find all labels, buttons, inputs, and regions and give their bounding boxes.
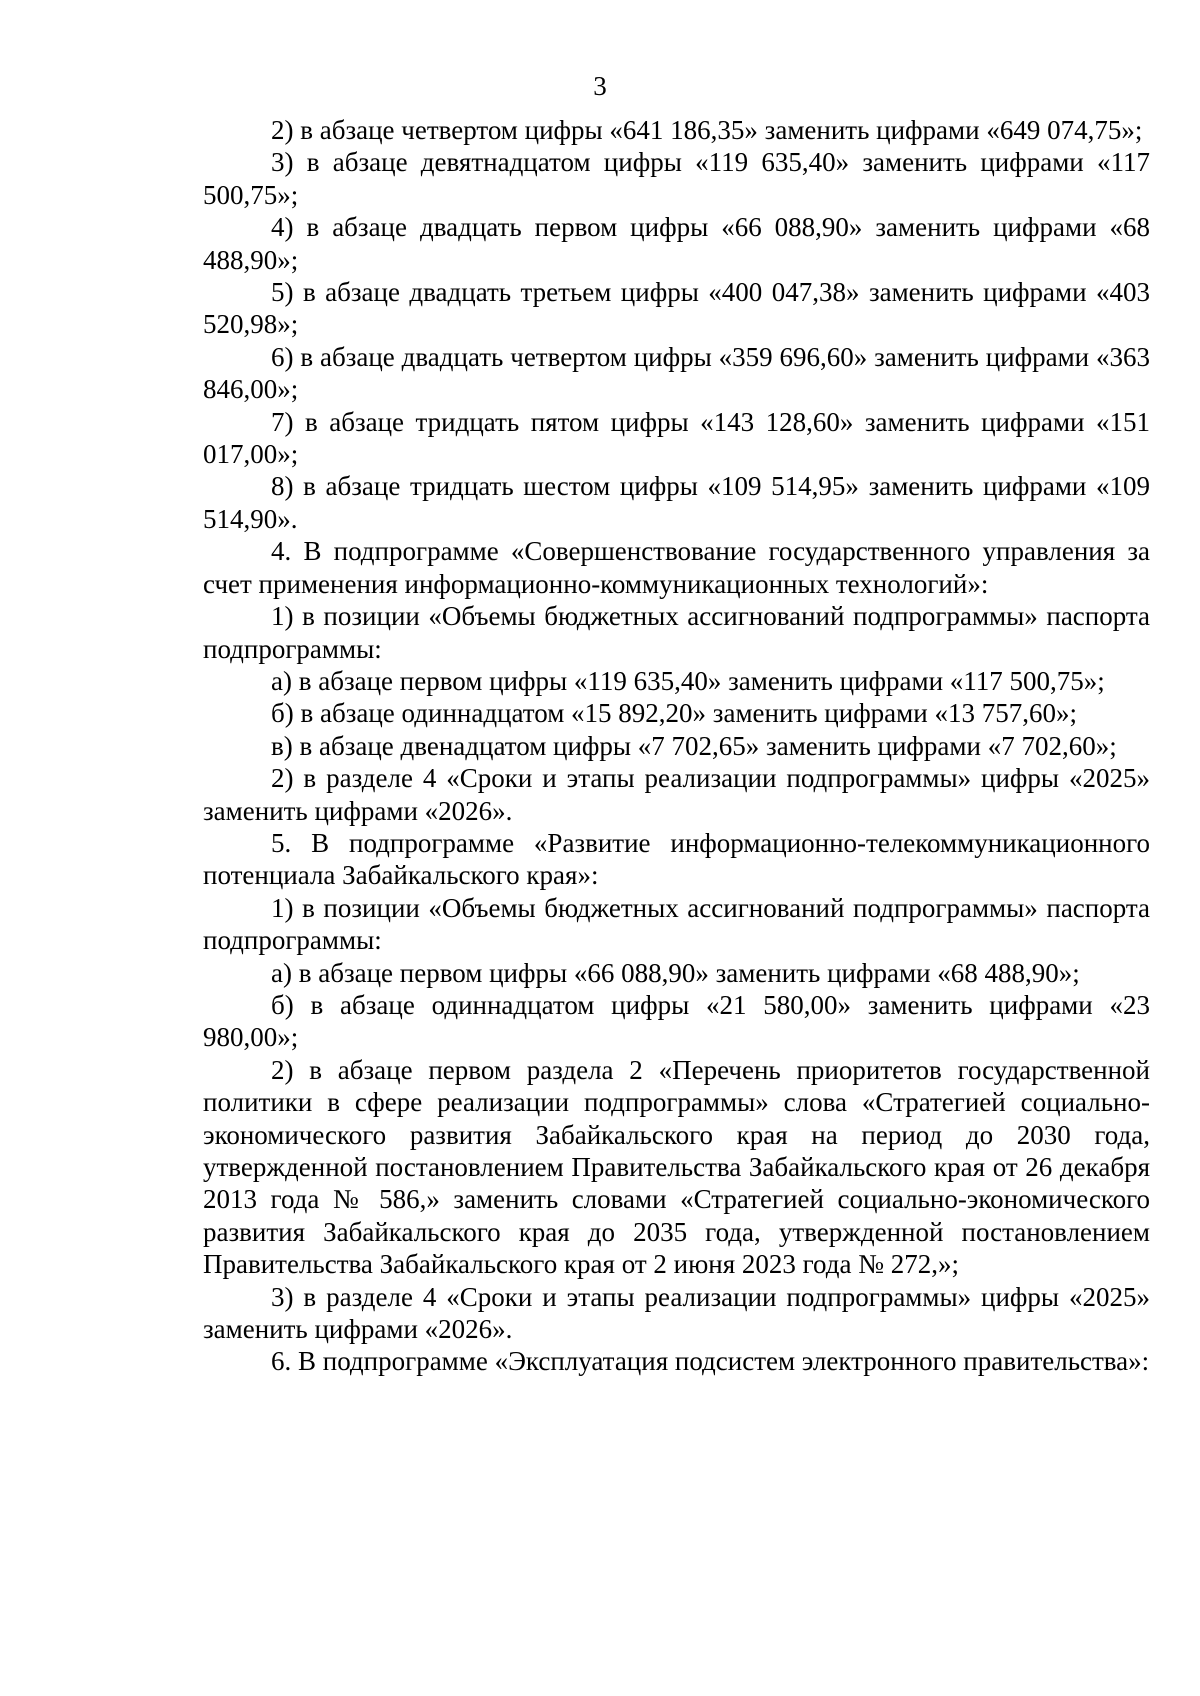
section-4-subitem-b: б) в абзаце одиннадцатом «15 892,20» заменить цифрами «13 757,60»; [271,698,1077,729]
section-4-item-2: 2) в разделе 4 «Сроки и этапы реализации подпрограммы» цифры «2025» заменить цифрами «2026». [203,763,1150,826]
section-5-heading: 5. В подпрограмме «Развитие информационно-телекоммуникационного потенциала Забайкальского края»: [203,827,1150,891]
paragraph-item-3: 3) в абзаце девятнадцатом цифры «119 635,40» заменить цифрами «117 500,75»; [203,147,1150,210]
section-5-item-2: 2) в абзаце первом раздела 2 «Перечень приоритетов государственной политики в сфере реализации подпрограммы» слова «Стратегией социально-экономического развития Забайкальского края на период до 2030 года, утвержденной постановлением Правительства Забайкальского края от 26 декабря 2013 года № 586,» заменить словами «Стратегией социально-экономического развития Забайкальского края до 2035 года, утвержденной постановлением Правительства Забайкальского края от 2 июня 2023 года № 272,»; [203,1054,1150,1280]
paragraph-item-2: 2) в абзаце четвертом цифры «641 186,35» заменить цифрами «649 074,75»; [271,115,1143,145]
paragraph-item-8: 8) в абзаце тридцать шестом цифры «109 514,95» заменить цифрами «109 514,90». [203,471,1150,534]
section-5-subitem-a: а) в абзаце первом цифры «66 088,90» заменить цифрами «68 488,90»; [271,957,1080,988]
section-6-heading: 6. В подпрограмме «Эксплуатация подсистем электронного правительства»: [271,1346,1150,1377]
section-4-item-1: 1) в позиции «Объемы бюджетных ассигнований подпрограммы» паспорта подпрограммы: [203,601,1150,664]
paragraph-item-5: 5) в абзаце двадцать третьем цифры «400 047,38» заменить цифрами «403 520,98»; [203,277,1150,340]
section-5-subitem-b: б) в абзаце одиннадцатом цифры «21 580,00» заменить цифрами «23 980,00»; [203,989,1150,1053]
paragraph-item-4: 4) в абзаце двадцать первом цифры «66 088,90» заменить цифрами «68 488,90»; [203,212,1150,275]
section-5-item-3: 3) в разделе 4 «Сроки и этапы реализации подпрограммы» цифры «2025» заменить цифрами «2026». [203,1281,1150,1345]
paragraph-item-6: 6) в абзаце двадцать четвертом цифры «359 696,60» заменить цифрами «363 846,00»; [203,341,1150,405]
paragraph-item-7: 7) в абзаце тридцать пятом цифры «143 128,60» заменить цифрами «151 017,00»; [203,406,1150,470]
section-4-subitem-v: в) в абзаце двенадцатом цифры «7 702,65» заменить цифрами «7 702,60»; [271,730,1117,761]
section-4-heading: 4. В подпрограмме «Совершенствование государственного управления за счет применения информационно-коммуникационных технологий»: [203,536,1150,599]
section-5-item-1: 1) в позиции «Объемы бюджетных ассигнований подпрограммы» паспорта подпрограммы: [203,892,1150,956]
section-4-subitem-a: а) в абзаце первом цифры «119 635,40» заменить цифрами «117 500,75»; [271,665,1105,696]
page-number: 3 [593,71,607,101]
document-body [203,114,1150,1378]
